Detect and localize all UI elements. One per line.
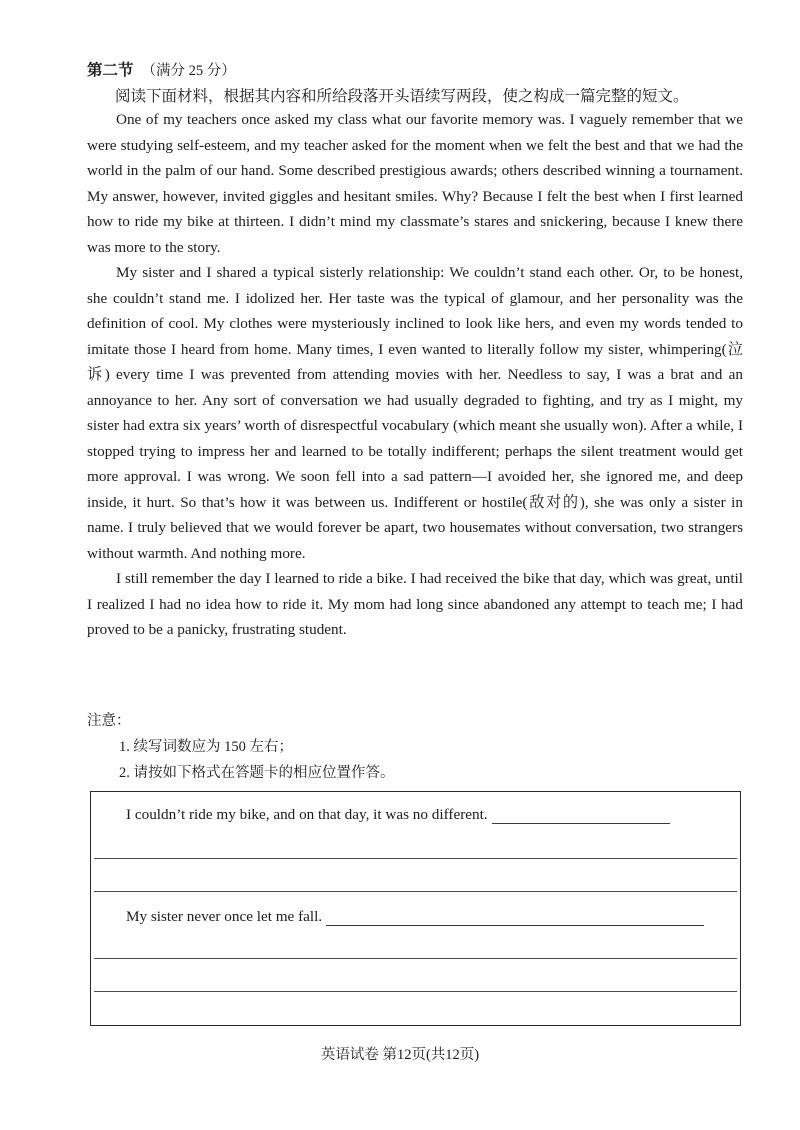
second-paragraph-starter — [126, 908, 704, 926]
first-prompt-blank[interactable] — [492, 809, 670, 824]
first-paragraph-starter — [126, 806, 670, 824]
answer-line-2[interactable] — [94, 891, 737, 892]
passage-paragraph-1: One of my teachers once asked my class what our favorite memory was. I vaguely remember that we were studying self-esteem, and my teacher asked for the moment when we felt the best and that we had the world in the palm of our hand. Some described prestigious awards; others described winning a tournament. My answer, however, invited giggles and hesitant smiles. Why? Because I felt the best when I first learned how to ride my bike at thirteen. I didn’t mind my classmate’s stares and snickering, because I knew there was more to the story. — [87, 111, 743, 256]
second-prompt-blank[interactable] — [326, 911, 704, 926]
page-footer: 英语试卷 第12页(共12页) — [320, 1047, 480, 1063]
section-score: （满分 25 分） — [141, 63, 236, 79]
notes-section — [87, 708, 395, 786]
second-prompt: My sister never once let me fall. — [126, 908, 323, 925]
first-prompt: I couldn’t ride my bike, and on that day, it was no different. — [126, 806, 488, 823]
section-heading — [87, 61, 236, 81]
reading-passage — [87, 107, 743, 643]
answer-box — [90, 791, 741, 1026]
notes-title: 注意： — [87, 713, 131, 729]
task-instruction: 阅读下面材料，根据其内容和所给段落开头语续写两段，使之构成一篇完整的短文。 — [115, 88, 689, 105]
answer-line-4[interactable] — [94, 991, 737, 992]
section-title: 第二节 — [87, 62, 134, 79]
note-item-1: 1. 续写词数应为 150 左右； — [119, 739, 293, 755]
answer-line-3[interactable] — [94, 958, 737, 959]
answer-line-1[interactable] — [94, 858, 737, 859]
passage-paragraph-2: My sister and I shared a typical sisterly relationship: We couldn’t stand each other. Or, to be honest, she couldn’t stand me. I idolized her. Her taste was the typical of glamour, and her personality was the definition of cool. My clothes were mysteriously inclined to look like hers, and even my words tended to imitate those I heard from home. Many times, I even wanted to literally follow my sister, whimpering(泣诉) every time I was prevented from attending movies with her. Needless to say, I was a brat and an annoyance to her. Any sort of conversation we had usually degraded to fighting, and try as I might, my sister had extra six years’ worth of disrespectful vocabulary (which meant she usually won). After a while, I stopped trying to impress her and learned to be totally indifferent; perhaps the silent treatment would get more approval. I was wrong. We soon fell into a sad pattern—I avoided her, she ignored me, and deep inside, it hurt. So that’s how it was between us. Indifferent or hostile(敌对的), she was only a sister in name. I truly believed that we would forever be apart, two housemates without conversation, two strangers without warmth. And nothing more. — [87, 264, 743, 562]
passage-paragraph-3: I still remember the day I learned to ride a bike. I had received the bike that day, which was great, until I realized I had no idea how to ride it. My mom had long since abandoned any attempt to teach me; I had proved to be a panicky, frustrating student. — [87, 570, 743, 638]
note-item-2: 2. 请按如下格式在答题卡的相应位置作答。 — [119, 765, 395, 781]
